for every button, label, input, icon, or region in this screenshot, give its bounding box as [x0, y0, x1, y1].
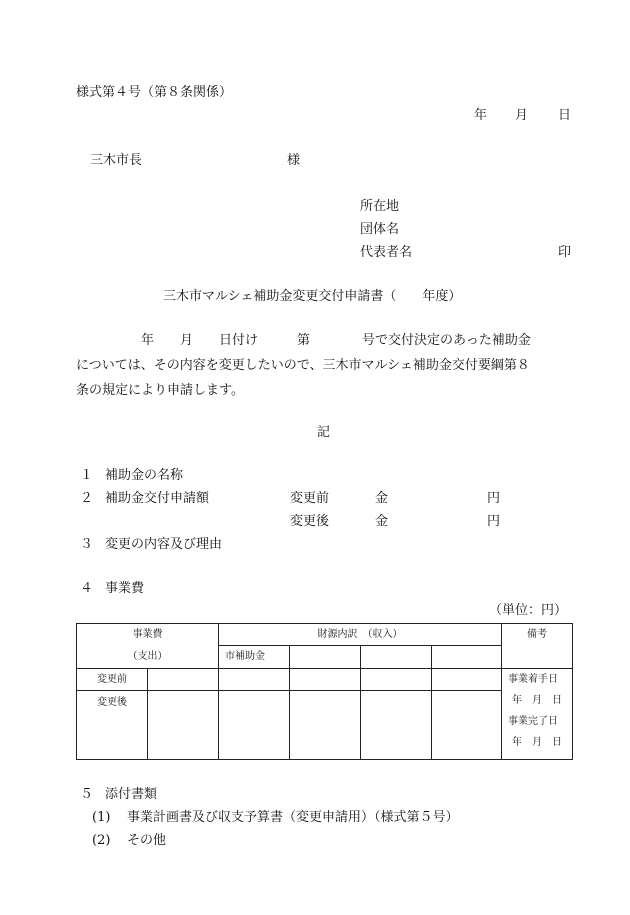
- item-5-number: ５: [80, 787, 94, 802]
- item-5-label: 添付書類: [105, 787, 158, 802]
- before-value-cell: [290, 669, 361, 691]
- form-number: 様式第４号（第８条関係）: [76, 85, 233, 100]
- funding-blank-cell: [290, 646, 361, 669]
- item-1-number: １: [80, 468, 94, 483]
- remarks-cell: [502, 669, 573, 760]
- end-date-ymd: 年 月 日: [512, 737, 562, 748]
- before-value-cell: [148, 669, 219, 691]
- addressee-name: 三木市長: [90, 153, 143, 168]
- document-title: 三木市マルシェ補助金変更交付申請書（ 年度）: [163, 289, 462, 304]
- ki-heading: 記: [317, 425, 331, 440]
- start-date-label: 事業着手日: [508, 674, 558, 685]
- attachment-1-label: 事業計画書及び収支予算書（変更申請用）（様式第５号）: [127, 810, 459, 825]
- item-2-after-kin: 金: [375, 514, 389, 529]
- item-2-after-label: 変更後: [290, 514, 330, 529]
- after-value-cell: [219, 691, 290, 760]
- item-2-before-kin: 金: [375, 491, 389, 506]
- funding-header-cell: [219, 624, 502, 646]
- unit-label: （単位：円）: [489, 603, 568, 618]
- attachment-1-number: (1): [92, 810, 111, 825]
- row-after-label: 変更後: [97, 697, 127, 709]
- after-value-cell: [361, 691, 432, 760]
- cost-table: [76, 623, 573, 760]
- item-4-number: ４: [80, 581, 94, 596]
- funding-blank-cell: [432, 646, 502, 669]
- date-month-label: 月: [515, 108, 529, 123]
- applicant-org-label: 団体名: [360, 222, 400, 237]
- city-subsidy-label: 市補助金: [225, 651, 265, 662]
- remarks-header: 備考: [527, 629, 547, 640]
- attachment-2-label: その他: [127, 833, 167, 848]
- expense-header-cell: [77, 624, 219, 646]
- before-value-cell: [361, 669, 432, 691]
- item-2-before-yen: 円: [487, 491, 501, 506]
- item-3-label: 変更の内容及び理由: [105, 537, 223, 552]
- addressee-honorific: 様: [287, 153, 301, 168]
- body-line-2: については、その内容を変更したいので、三木市マルシェ補助金交付要綱第８: [76, 358, 530, 373]
- body-paragraph: [76, 328, 576, 403]
- expense-sub: （支出）: [127, 650, 168, 662]
- before-value-cell: [432, 669, 502, 691]
- start-date-ymd: 年 月 日: [512, 695, 562, 706]
- seal-mark: 印: [558, 245, 572, 260]
- row-before-label: 変更前: [97, 673, 127, 685]
- body-line-3: 条の規定により申請します。: [76, 383, 244, 398]
- item-2-label: 補助金交付申請額: [105, 491, 210, 506]
- before-value-cell: [219, 669, 290, 691]
- item-4-label: 事業費: [105, 581, 145, 596]
- attachment-2-number: (2): [92, 833, 111, 848]
- body-line-1: 年 月 日付け 第 号で交付決定のあった補助金: [76, 333, 531, 348]
- funding-header: 財源内訳 （収入）: [317, 628, 403, 640]
- item-1-label: 補助金の名称: [105, 468, 184, 483]
- expense-sub-cell: [77, 646, 219, 669]
- applicant-address-label: 所在地: [360, 199, 400, 214]
- funding-blank-cell: [361, 646, 432, 669]
- item-2-number: ２: [80, 491, 94, 506]
- remarks-header-cell: [502, 624, 573, 669]
- date-day-label: 日: [558, 108, 572, 123]
- row-after-label-cell: [77, 691, 148, 760]
- end-date-label: 事業完了日: [508, 716, 558, 727]
- city-subsidy-cell: [219, 646, 290, 669]
- expense-header: 事業費: [132, 628, 163, 640]
- item-2-after-yen: 円: [487, 514, 501, 529]
- applicant-rep-label: 代表者名: [360, 245, 413, 260]
- after-value-cell: [148, 691, 219, 760]
- item-3-number: ３: [80, 537, 94, 552]
- after-value-cell: [432, 691, 502, 760]
- item-2-before-label: 変更前: [290, 491, 330, 506]
- row-before-label-cell: [77, 669, 148, 691]
- after-value-cell: [290, 691, 361, 760]
- date-year-label: 年: [474, 108, 488, 123]
